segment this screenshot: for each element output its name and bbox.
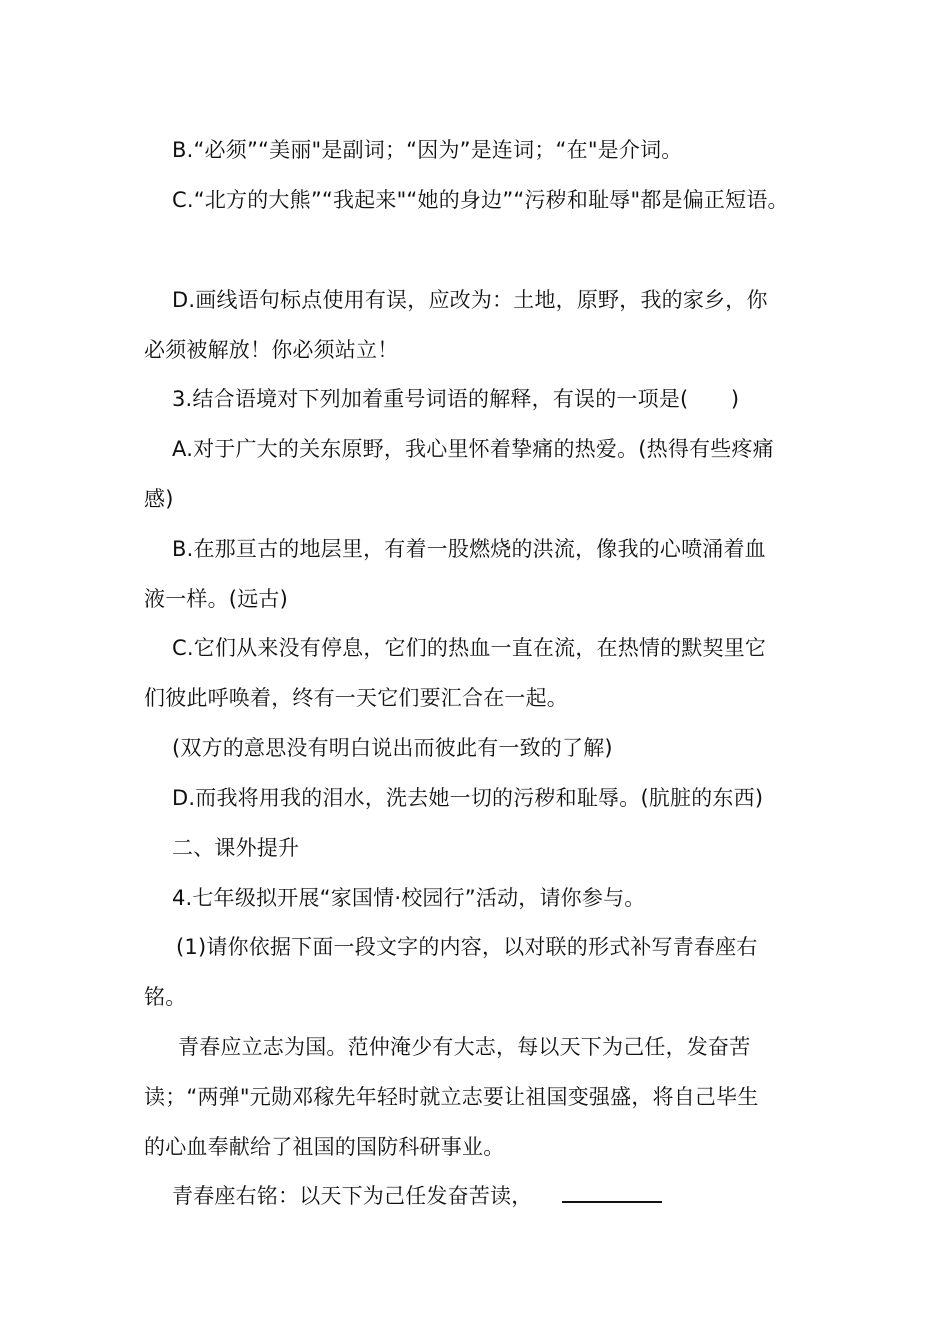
question-4-part-1-continued: 铭。 — [144, 985, 187, 1009]
option-c-phrases: C.“北方的大熊”“我起来"“她的身边”“污秽和耻辱"都是偏正短语。 — [172, 188, 789, 212]
q3-option-c-explanation: (双方的意思没有明白说出而彼此有一致的了解) — [172, 736, 613, 760]
passage-line-3: 的心血奉献给了祖国的国防科研事业。 — [144, 1135, 505, 1159]
q3-option-c: C.它们从来没有停息，它们的热血一直在流，在热情的默契里它 — [172, 636, 767, 660]
answer-blank[interactable] — [562, 1183, 662, 1203]
option-d-continued: 必须被解放！你必须站立！ — [144, 338, 399, 362]
q3-option-a: A.对于广大的关东原野，我心里怀着挚痛的热爱。(热得有些疼痛 — [172, 437, 774, 461]
motto-line — [172, 1181, 842, 1211]
passage-line-2: 读；“两弹"元勋邓稼先年轻时就立志要让祖国变强盛，将自己毕生 — [144, 1085, 759, 1109]
passage-line-1: 青春应立志为国。范仲淹少有大志，每以天下为己任，发奋苦 — [178, 1035, 751, 1059]
question-4-stem: 4.七年级拟开展“家国情·校园行”活动，请你参与。 — [172, 886, 646, 910]
motto-text: 青春座右铭：以天下为己任发奋苦读， — [172, 1184, 533, 1208]
section-heading-extracurricular: 二、课外提升 — [172, 836, 300, 860]
option-d-punctuation: D.画线语句标点使用有误，应改为：土地，原野，我的家乡，你 — [172, 288, 768, 312]
q3-option-c-continued: 们彼此呼唤着，终有一天它们要汇合在一起。 — [144, 686, 568, 710]
option-b-parts-of-speech: B.“必须”“美丽"是副词；“因为”是连词；“在"是介词。 — [172, 138, 683, 162]
q3-option-b: B.在那亘古的地层里，有着一股燃烧的洪流，像我的心喷涌着血 — [172, 537, 766, 561]
question-3-stem: 3.结合语境对下列加着重号词语的解释，有误的一项是( ) — [172, 387, 740, 411]
q3-option-a-continued: 感) — [144, 487, 174, 511]
q3-option-b-continued: 液一样。(远古) — [144, 587, 288, 611]
question-4-part-1: (1)请你依据下面一段文字的内容，以对联的形式补写青春座右 — [176, 935, 758, 959]
q3-option-d: D.而我将用我的泪水，洗去她一切的污秽和耻辱。(肮脏的东西) — [172, 786, 764, 810]
